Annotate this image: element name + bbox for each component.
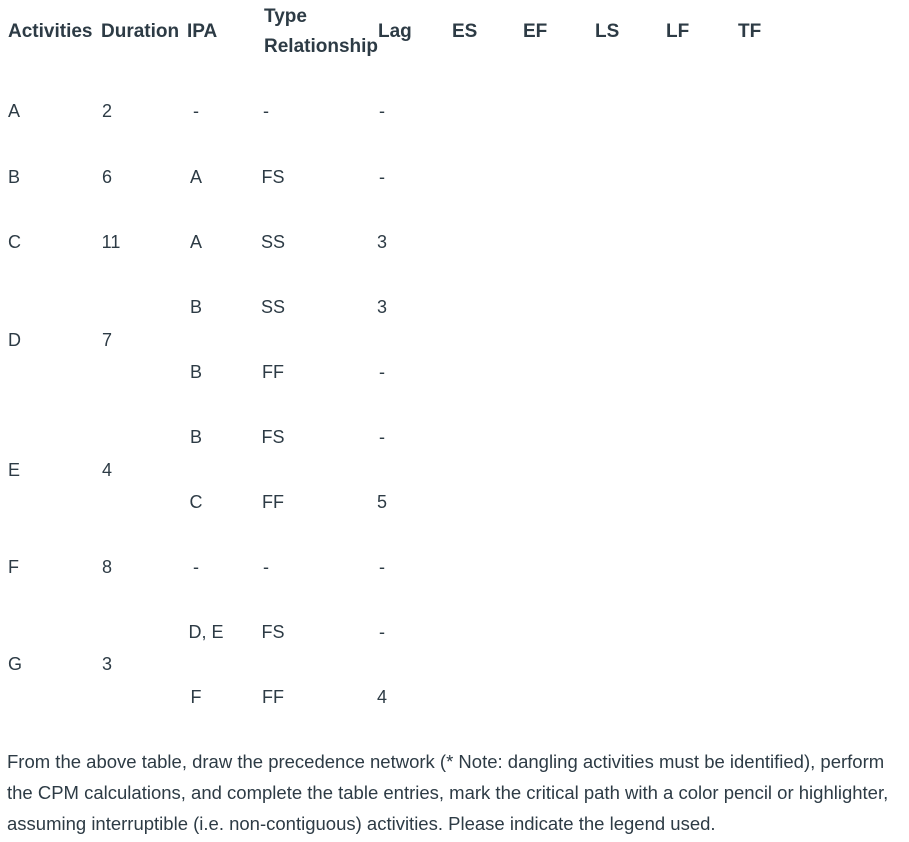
header-ipa: IPA [187,21,218,42]
link-type: FF [262,687,284,707]
header-lag: Lag [378,21,412,42]
link-type: SS [260,232,286,252]
link-lag: - [379,622,385,642]
link-ipa: A [189,167,203,187]
activity-duration: 11 [101,232,121,252]
activity-duration: 4 [101,460,113,480]
link-type: FS [261,427,285,447]
activity-duration: 2 [101,101,113,121]
link-lag: 4 [376,687,388,707]
link-lag: 3 [376,297,388,317]
activity-duration: 6 [101,167,113,187]
link-lag: - [379,427,385,447]
link-type: - [263,557,269,577]
link-lag: - [379,362,385,382]
activity-duration: 8 [101,557,113,577]
link-lag: 3 [376,232,388,252]
link-ipa: D, E [188,622,224,642]
header-activities: Activities [8,21,93,42]
header-ef: EF [523,21,548,42]
link-type: FS [261,167,285,187]
link-ipa: B [189,362,203,382]
activity-duration: 7 [101,330,113,350]
link-type: FF [262,362,284,382]
link-type: SS [260,297,286,317]
link-lag: - [379,101,385,121]
header-duration: Duration [101,21,180,42]
activity-name: B [8,167,21,187]
link-lag: - [379,167,385,187]
link-ipa: F [190,687,202,707]
activity-name: D [8,330,21,350]
link-type: FF [262,492,284,512]
header-type-line2: Relationship [264,36,379,57]
header-es: ES [452,21,478,42]
header-type-line1: Type [264,6,307,27]
link-ipa: C [189,492,203,512]
activity-name: E [8,460,21,480]
header-ls: LS [595,21,620,42]
activity-name: G [8,654,23,674]
activity-duration: 3 [101,654,113,674]
link-ipa: B [189,297,203,317]
link-ipa: B [189,427,203,447]
link-type: - [263,101,269,121]
activity-name: F [8,557,19,577]
link-ipa: A [189,232,203,252]
link-ipa: - [193,557,199,577]
link-ipa: - [193,101,199,121]
instructions-paragraph: From the above table, draw the precedence network (* Note: dangling activities must be identified), perform the CPM calculations, and complete the table entries, mark the critical path with a color pencil or highlighter, assuming interruptible (i.e. non-contiguous) activities. Please indicate the legend used. [7,751,889,834]
link-lag: - [379,557,385,577]
activity-name: A [8,101,21,121]
activity-name: C [8,232,21,252]
link-lag: 5 [376,492,388,512]
link-type: FS [261,622,285,642]
header-lf: LF [666,21,690,42]
header-tf: TF [738,21,762,42]
